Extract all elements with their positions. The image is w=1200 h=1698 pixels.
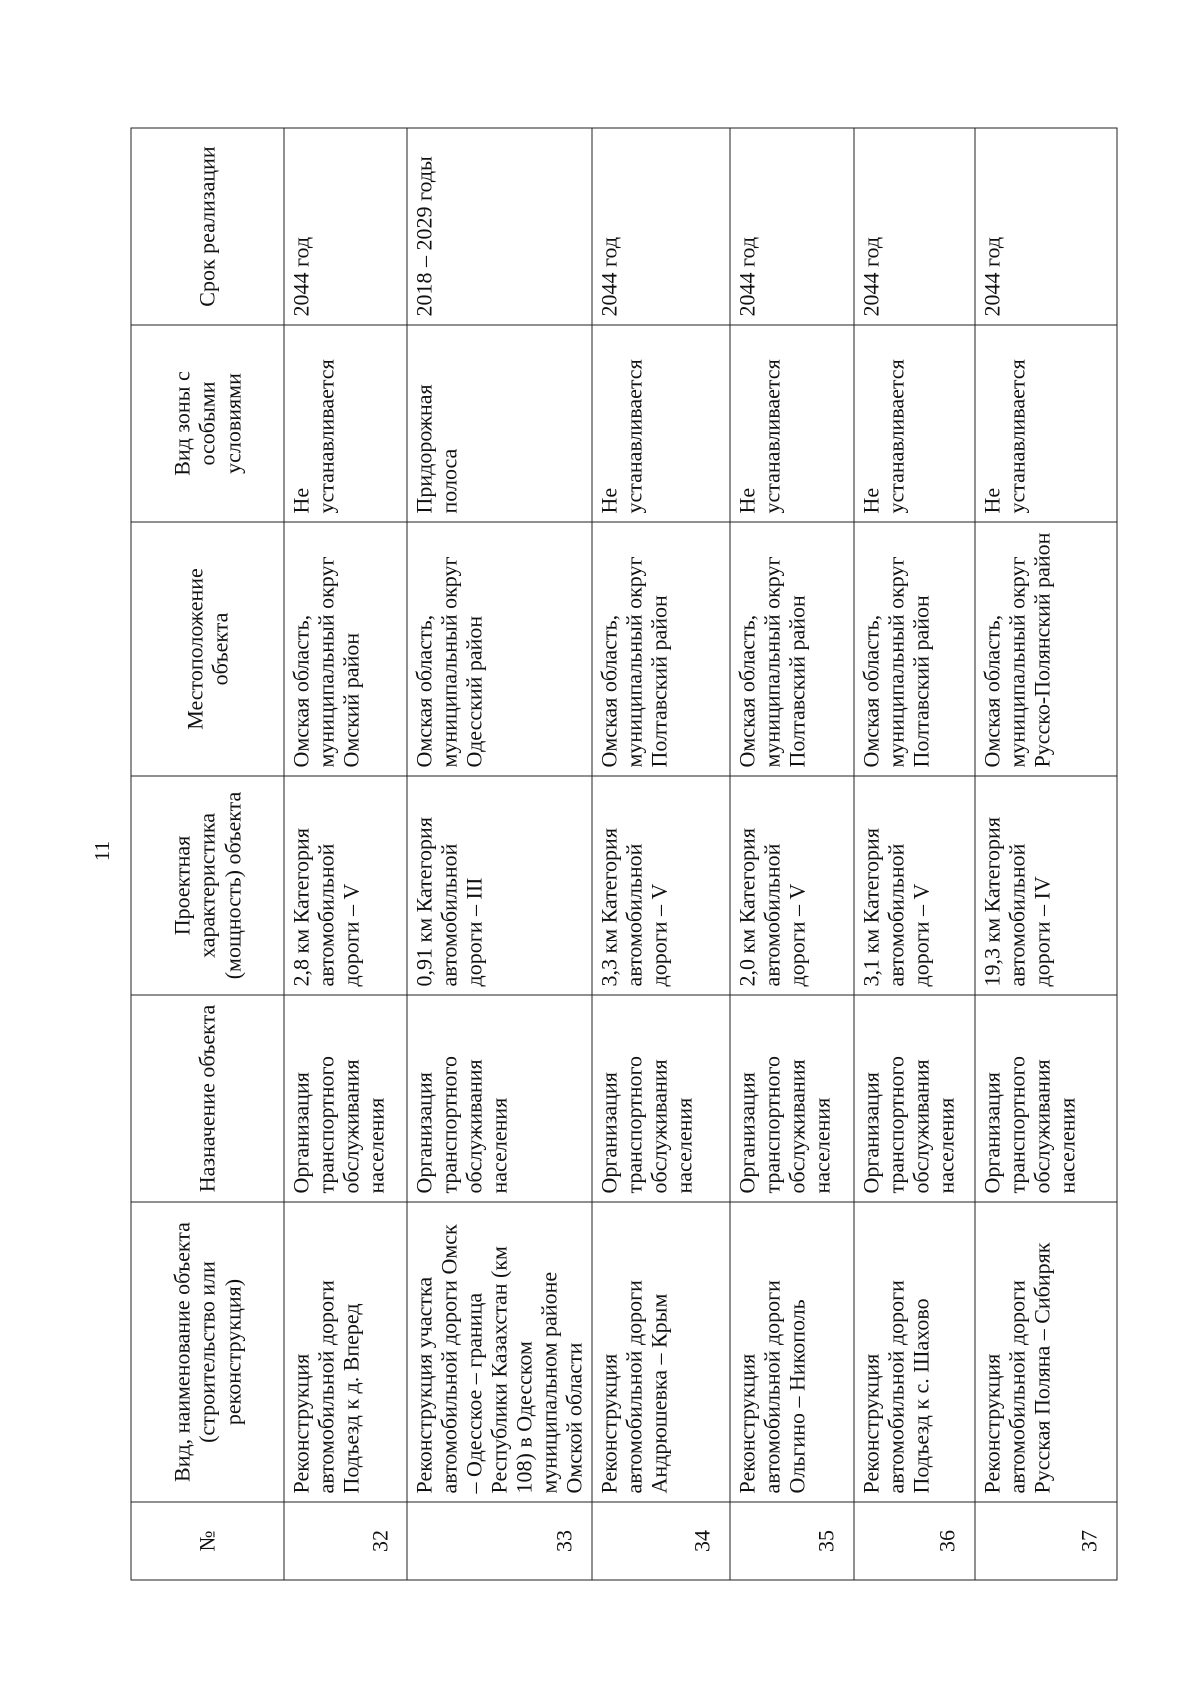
row-characteristic: 3,3 км Категория автомобильной дороги – V	[592, 776, 730, 995]
row-location: Омская область, муниципальный округ Полтавский район	[730, 522, 854, 776]
row-term: 2044 год	[284, 128, 407, 325]
row-purpose: Организация транспортного обслуживания населения	[407, 995, 592, 1202]
row-zone: Не устанавливается	[592, 325, 730, 522]
row-name: Реконструкция автомобильной дороги Андрюшевка – Крым	[592, 1202, 730, 1502]
row-characteristic: 19,3 км Категория автомобильной дороги – IV	[975, 776, 1117, 995]
row-number: 32	[284, 1502, 407, 1580]
row-purpose: Организация транспортного обслуживания населения	[592, 995, 730, 1202]
row-characteristic: 0,91 км Категория автомобильной дороги – III	[407, 776, 592, 995]
row-characteristic: 2,0 км Категория автомобильной дороги – V	[730, 776, 854, 995]
row-name: Реконструкция автомобильной дороги Русская Поляна – Сибиряк	[975, 1202, 1117, 1502]
row-purpose: Организация транспортного обслуживания населения	[730, 995, 854, 1202]
row-number: 33	[407, 1502, 592, 1580]
table-header-row	[131, 128, 284, 1580]
row-name: Реконструкция автомобильной дороги Подъезд к с. Шахово	[854, 1202, 975, 1502]
row-zone: Не устанавливается	[730, 325, 854, 522]
table-row	[975, 128, 1117, 1580]
row-location: Омская область, муниципальный округ Полтавский район	[854, 522, 975, 776]
table-frame	[131, 128, 1104, 1580]
row-location: Омская область, муниципальный округ Омский район	[284, 522, 407, 776]
header-purpose: Назначение объекта	[131, 995, 284, 1202]
row-number: 37	[975, 1502, 1117, 1580]
row-term: 2044 год	[975, 128, 1117, 325]
table-row	[592, 128, 730, 1580]
table-row	[284, 128, 407, 1580]
row-purpose: Организация транспортного обслуживания населения	[975, 995, 1117, 1202]
row-number: 34	[592, 1502, 730, 1580]
table-row	[407, 128, 592, 1580]
row-zone: Не устанавливается	[975, 325, 1117, 522]
header-characteristic: Проектная характеристика (мощность) объекта	[131, 776, 284, 995]
row-purpose: Организация транспортного обслуживания населения	[854, 995, 975, 1202]
row-location: Омская область, муниципальный округ Русско-Полянский район	[975, 522, 1117, 776]
row-characteristic: 3,1 км Категория автомобильной дороги – V	[854, 776, 975, 995]
row-location: Омская область, муниципальный округ Полтавский район	[592, 522, 730, 776]
row-location: Омская область, муниципальный округ Одесский район	[407, 522, 592, 776]
row-name: Реконструкция участка автомобильной дороги Омск – Одесское – граница Республики Казахстан (км 108) в Одесском муниципальном районе Омской области	[407, 1202, 592, 1502]
row-name: Реконструкция автомобильной дороги Ольгино – Никополь	[730, 1202, 854, 1502]
header-name: Вид, наименование объекта (строительство или реконструкция)	[131, 1202, 284, 1502]
page-number: 11	[89, 840, 114, 862]
table-row	[730, 128, 854, 1580]
row-zone: Придорожная полоса	[407, 325, 592, 522]
header-zone: Вид зоны с особыми условиями	[131, 325, 284, 522]
row-number: 36	[854, 1502, 975, 1580]
row-term: 2018 – 2029 годы	[407, 128, 592, 325]
header-location: Местоположение объекта	[131, 522, 284, 776]
row-zone: Не устанавливается	[284, 325, 407, 522]
objects-table	[131, 127, 1118, 1580]
row-term: 2044 год	[730, 128, 854, 325]
row-characteristic: 2,8 км Категория автомобильной дороги – V	[284, 776, 407, 995]
row-name: Реконструкция автомобильной дороги Подъезд к д. Вперед	[284, 1202, 407, 1502]
row-zone: Не устанавливается	[854, 325, 975, 522]
table-row	[854, 128, 975, 1580]
header-number: №	[131, 1502, 284, 1580]
row-purpose: Организация транспортного обслуживания населения	[284, 995, 407, 1202]
row-term: 2044 год	[592, 128, 730, 325]
row-term: 2044 год	[854, 128, 975, 325]
row-number: 35	[730, 1502, 854, 1580]
header-term: Срок реализации	[131, 128, 284, 325]
